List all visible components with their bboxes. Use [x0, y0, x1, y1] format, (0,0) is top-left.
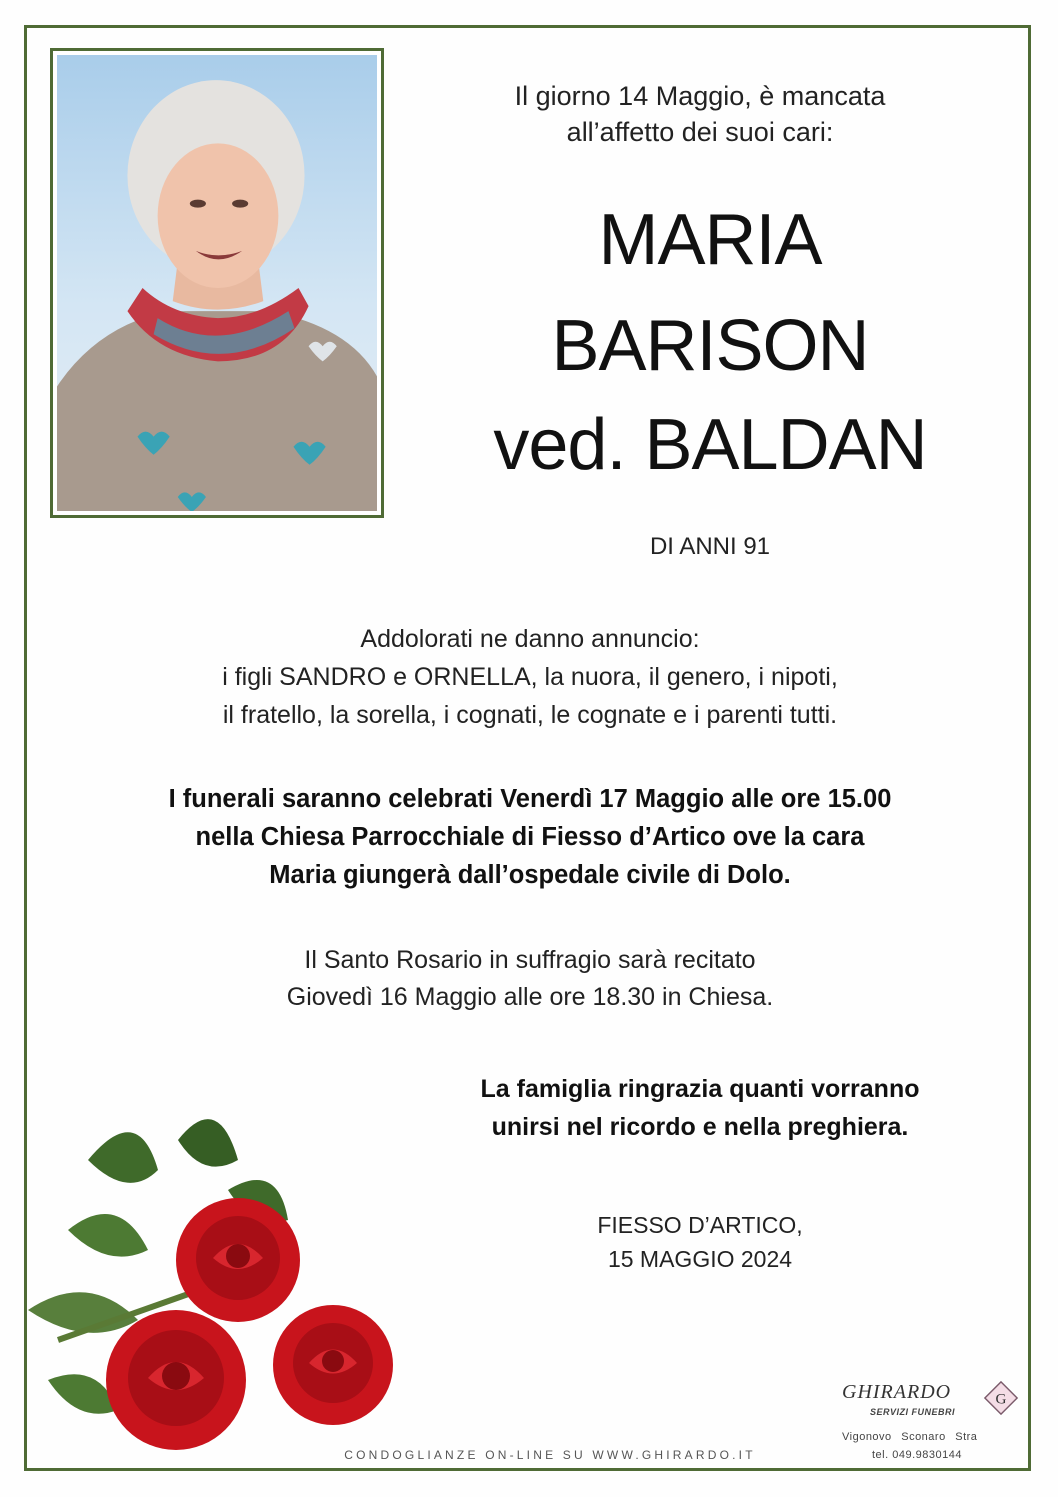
date: 15 MAGGIO 2024	[607, 1246, 793, 1272]
intro-text	[420, 78, 980, 150]
diamond-g-logo-icon	[982, 1379, 1020, 1417]
logo-badge-letter: G	[995, 1390, 1007, 1408]
red-roses-illustration	[28, 1080, 428, 1470]
thanks-line: unirsi nel ricordo e nella preghiera.	[491, 1113, 909, 1141]
thanks-line: La famiglia ringrazia quanti vorranno	[480, 1075, 920, 1103]
funeral-line: Maria giungerà dall’ospedale civile di Dolo.	[269, 861, 791, 889]
widow-of: ved. BALDAN	[493, 405, 927, 485]
announcement-line: Addolorati ne danno annuncio:	[360, 625, 700, 653]
age: DI ANNI 91	[649, 533, 771, 560]
funeral-line: nella Chiesa Parrocchiale di Fiesso d’Artico ove la cara	[195, 823, 865, 851]
logo-phone: tel. 049.9830144	[872, 1449, 962, 1461]
logo-places: Vigonovo Sconaro Stra	[842, 1431, 978, 1443]
announcement-line: il fratello, la sorella, i cognati, le cognate e i parenti tutti.	[222, 701, 838, 729]
announcement-line: i figli SANDRO e ORNELLA, la nuora, il genero, i nipoti,	[222, 663, 838, 691]
announcement	[60, 620, 1000, 734]
funeral-line: I funerali saranno celebrati Venerdì 17 Maggio alle ore 15.00	[168, 785, 892, 813]
condolences-footer: CONDOGLIANZE ON-LINE SU WWW.GHIRARDO.IT	[344, 1448, 756, 1462]
rosary-info	[60, 942, 1000, 1016]
last-name: BARISON	[551, 306, 869, 386]
logo-subtitle: SERVIZI FUNEBRI	[870, 1407, 956, 1417]
rosary-line: Il Santo Rosario in suffragio sarà recitato	[304, 946, 756, 974]
portrait-photo	[57, 55, 377, 511]
portrait-illustration	[57, 55, 377, 511]
family-thanks	[400, 1070, 1000, 1146]
rosary-line: Giovedì 16 Maggio alle ore 18.30 in Chiesa.	[286, 983, 774, 1011]
place: FIESSO D’ARTICO,	[597, 1212, 803, 1238]
funeral-info	[60, 780, 1000, 894]
funeral-home-logo	[832, 1375, 1032, 1470]
intro-line: all’affetto dei suoi cari:	[566, 117, 834, 147]
portrait-frame	[50, 48, 384, 518]
first-name: MARIA	[598, 200, 822, 280]
logo-name: GHIRARDO	[842, 1381, 952, 1403]
place-date	[560, 1208, 840, 1276]
intro-line: Il giorno 14 Maggio, è mancata	[514, 81, 886, 111]
